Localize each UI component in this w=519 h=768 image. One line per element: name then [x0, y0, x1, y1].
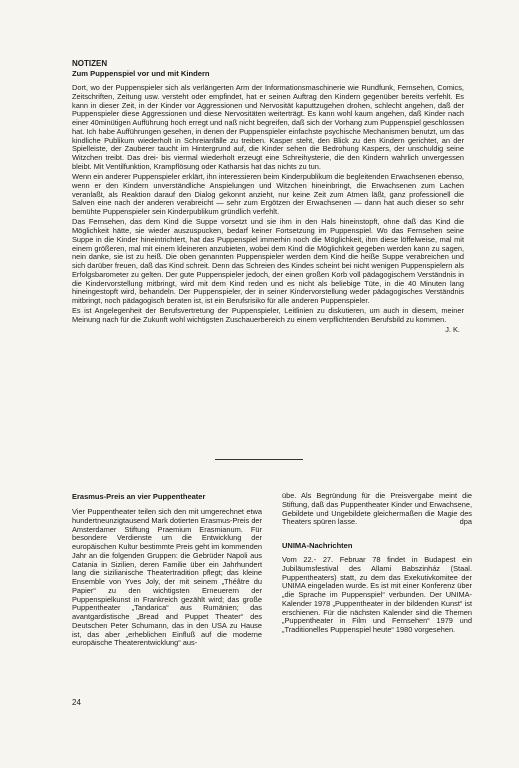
- paragraph: Es ist Angelegenheit der Berufsvertretung der Puppenspieler, Leitlinien zu diskutieren, um auch in diesem, meiner Meinung nach für die Zukunft wohl wichtigsten Zuschauerbereich zu einem verpflichtenden Berufsbild zu kommen.: [72, 306, 464, 324]
- section-divider: [215, 459, 303, 460]
- paragraph: Dort, wo der Puppenspieler sich als verlängerten Arm der Informationsmaschinerie wie Rundfunk, Fernsehen, Comics, Zeitschriften, Zeitung usw. versteht oder empfindet, hat er seinen Auftrag den Kindern gegenüber bereits verfehlt. Es kann in dieser Zeit, in der Kinder vor Aggressionen und Nervosität kaputtzugehen drohen, schlecht angehen, daß der Puppenspieler diese Aggressionen und diese Nervositäten weiterträgt. Es kann wohl kaum angehen, daß Kinder nach einer 40minütigen Aufführung hoch erregt und naß nicht begreifen, daß sich der Vorhang zum Puppenspiel geschlossen hat. Ich habe Aufführungen gesehen, in denen der Puppenspieler einfachste psychische Mechanismen benutzt, um das kindliche Publikum wiederholt in Schreianfälle zu treiben. Kasper steht, den Blick zu den Kindern gerichtet, an der Spielleiste, der Zauberer taucht im Hintergrund auf, die Kinder sehen die Bedrohung Kaspers, der unschuldig seine Witzchen treibt. Das drei- bis viermal wiederholt erzeugt eine Schreihysterie, die den Kindern wahrlich unvergessen bleibt. Mit Ventilfunktion, Krampflösung oder Katharsis hat das nichts zu tun.: [72, 83, 464, 171]
- page-number: 24: [72, 698, 81, 707]
- article-title: UNIMA-Nachrichten: [282, 541, 353, 550]
- section-title: NOTIZEN: [72, 59, 108, 68]
- article-continuation: [282, 492, 472, 527]
- right-column: [282, 492, 472, 636]
- notizen-section: [72, 59, 464, 335]
- article-text: Vom 22.- 27. Februar 78 findet in Budapest ein Jubiläumsfestival des Allami Babszinház (Staal. Puppentheaters) statt, zu dem das Exekutivkomitee der UNIMA eingeladen wurde. Es ist mit einer Konferenz über „die Sprache im Puppenspiel“ verbunden. Der UNIMA-Kalender 1978 „Puppentheater in der bildenden Kunst“ ist erschienen. Für die nächsten Kalender sind die Themen „Puppentheater in Film und Fernsehen“ 1979 und „Traditionelles Puppenspiel heute“ 1980 vorgesehen.: [282, 555, 472, 634]
- erasmus-article: [72, 492, 262, 650]
- continuation-text: übe. Als Begründung für die Preisvergabe meint die Stiftung, daß das Puppentheater Kinder und Erwachsene, Gebildete und Ungebildete gleichermaßen die Magie des Theaters spüren lasse.: [282, 491, 472, 527]
- paragraph: Das Fernsehen, das dem Kind die Suppe vorsetzt und sie ihm in den Hals hineinstopft, ohne daß das Kind die Möglichkeit hätte, sie wieder auszuspucken, bedarf keiner Fortsetzung im Puppenspiel. Wo das Fernsehen seine Suppe in die Kinder hineintrichtert, hat das Puppenspiel immerhin noch die Möglichkeit, ihm diese löffelweise, mal mit einem größeren, mal mit einem kleineren anzubieten, wobei dem Kind die Möglichkeit gegeben werden kann zu sagen, nein danke, sie ist zu heiß. Die oben genannten Puppenspieler werden dem Kind die heiße Suppe verabreichen und sich darüber freuen, daß das Kind schreit. Denn das Schreien des Kindes scheint bei nicht wenigen Puppenspielern als Erfolgsbarometer zu gelten. Der gute Puppenspieler jedoch, der einen großen Korb voll pädagogischem Verständnis in die Kindervorstellung mitbringt, wird mit dem Kind reden und es nicht als beliebige Tüte, in die 40 Minuten lang hineingestopft wird, behandeln. Der Puppenspieler, der in seiner Kindervorstellung weder pädagogisches Verständnis mitbringt, noch pädagogisch beraten ist, ist ein Berufsrisiko für alle anderen Puppenspieler.: [72, 217, 464, 305]
- author-signature: J. K.: [445, 325, 460, 335]
- article-title: Erasmus-Preis an vier Puppentheater: [72, 492, 206, 501]
- article-text: Vier Puppentheater teilen sich den mit umgerechnet etwa hundertneunzigtausend Mark dotierten Erasmus-Preis der Amsterdamer Stiftung Praemium Erasmianum. Für besondere Verdienste um die Entwicklung der europäischen Kultur bestimmte Preis geht im kommenden Jahr an die folgenden Gruppen: die Gebrüder Napoli aus Catania in Sizilien, deren Familie über ein Jahrhundert lang die sizilianische Theatertradition pflegt; das kleine Ensemble von Yves Joly, der mit seinem „Théâtre du Papier“ zu den wichtigsten Erneuerern der Puppenspielkunst in Frankreich gezählt wird; das große Puppentheater „Tandarica“ aus Rumänien; das avantgardistische „Bread and Puppet Theater“ des Deutschen Peter Schumann, das in den USA zu Hause ist, das aber „erheblichen Einfluß auf die moderne europäische Theaterentwicklung“ aus-: [72, 507, 262, 648]
- paragraph: Wenn ein anderer Puppenspieler erklärt, ihn interessieren beim Kinderpublikum die begleitenden Erwachsenen ebenso, wenn er den Kindern unverständliche Anspielungen und Witzchen hineinbringt, die Erwachsenen zum Lachen veranlaßt, als Reaktion darauf den Dialog gekonnt anzieht, nur keine Zeit zum Atmen läßt, ganz professionell die Salven eine nach der anderen verabreicht — sehr zum Ergötzen der Erwachsenen — dann hat auch dieser so sehr bemühte Puppenspieler sein Kinderpublikum gründlich verfehlt.: [72, 172, 464, 216]
- section-subtitle: Zum Puppenspiel vor und mit Kindern: [72, 69, 210, 78]
- agency-credit: dpa: [459, 517, 472, 527]
